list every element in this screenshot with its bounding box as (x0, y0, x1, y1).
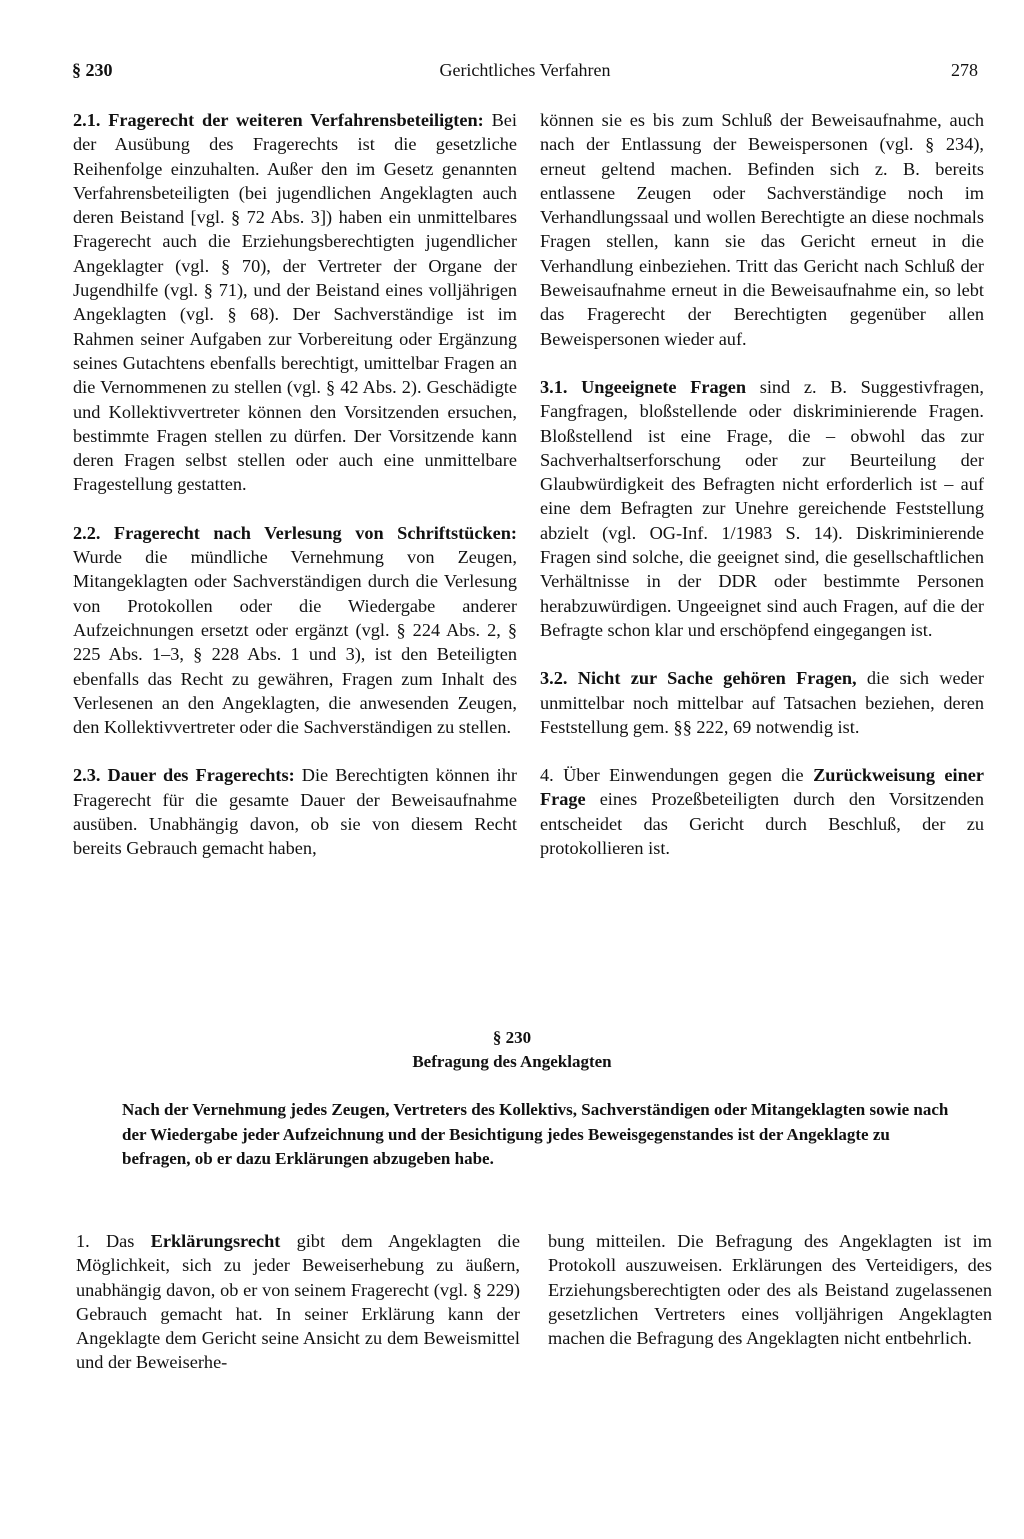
text-2-3: Die Berechtigten können ihr Fragerecht für die gesamte Dauer der Beweisaufnahme ausüben. Unabhängig davon, ob sie von diesem Recht bereits Gebrauch gemacht haben, (73, 765, 517, 859)
law-heading (0, 1026, 1024, 1074)
upper-left-column (73, 108, 517, 885)
paragraph-3-1 (540, 375, 984, 642)
paragraph-2-1 (73, 108, 517, 497)
heading-3-2: 3.2. Nicht zur Sache gehören Fragen, (540, 668, 857, 689)
page-number: 278 (951, 60, 978, 80)
paragraph-2-3-continued: können sie es bis zum Schluß der Beweisaufnahme, auch nach der Entlassung der Beweispersonen (vgl. § 234), erneut geltend machen. Befinden sich z. B. bereits entlassene Zeugen oder Sachverständige noch im Verhandlungssaal und wollen Berechtigte an diese nochmals Fragen stellen, kann sie das Gericht erneut in die Verhandlung einbeziehen. Tritt das Gericht nach Schluß der Beweisaufnahme erneut in die Beweisaufnahme ein, so lebt das Fragerecht der Berechtigten gegenüber allen Beweispersonen wieder auf. (540, 110, 984, 349)
paragraph-1 (76, 1229, 520, 1375)
header-title: Gerichtliches Verfahren (439, 60, 611, 80)
text-2-2: Wurde die mündliche Vernehmung von Zeugen, Mitangeklagten oder Sachverständigen durch die Verlesung von Protokollen oder die Wiedergabe anderer Aufzeichnungen ersetzt oder ergänzt (vgl. § 224 Abs. 2, § 225 Abs. 1–3, § 228 Abs. 1 und 3), ist den Beteiligten ebenfalls das Recht zu gewähren, Fragen zum Inhalt des Verlesenen an den Angeklagten, die anwesenden Zeugen, den Kollektivvertreter oder die Sachverständigen zu stellen. (73, 547, 517, 738)
heading-2-3: 2.3. Dauer des Fragerechts: (73, 765, 295, 786)
text-1: gibt dem Angeklagten die Möglichkeit, sich zu jeder Beweiserhebung zu äußern, unabhängig davon, ob er von seinem Fragerecht (vgl. § 229) Gebrauch gemacht hat. In seiner Erklärung kann der Angeklagte dem Gericht seine Ansicht zu dem Beweismittel und der Beweiserhe- (76, 1231, 520, 1373)
law-text: Nach der Vernehmung jedes Zeugen, Vertreters des Kollektivs, Sachverständigen oder Mitangeklagten sowie nach der Wiedergabe jeder Aufzeichnung und der Besichtigung jedes Beweisgegenstandes ist der Angeklagte zu befragen, ob er dazu Erklärungen abzugeben habe. (122, 1100, 949, 1168)
paragraph-2-3 (73, 763, 517, 860)
heading-3-1: 3.1. Ungeeignete Fragen (540, 376, 747, 397)
page-header (72, 60, 978, 90)
lead-4: 4. Über Einwendungen gegen die (540, 765, 814, 786)
upper-right-column (540, 108, 984, 884)
bold-4: Zurückweisung einer Frage (540, 765, 984, 810)
text-4: eines Prozeßbeteiligten durch den Vorsitzenden entscheidet das Gericht durch Beschluß, der zu protokollieren ist. (540, 789, 984, 859)
header-section: § 230 (72, 60, 113, 80)
heading-2-1: 2.1. Fragerecht der weiteren Verfahrensbeteiligten: (73, 110, 484, 130)
paragraph-1-continued: bung mitteilen. Die Befragung des Angeklagten ist im Protokoll auszuweisen. Erklärungen des Verteidigers, des Erziehungsberechtigten oder des als Beistand zugelassenen gesetzlichen Vertreters eines volljährigen Angeklagten machen die Befragung des Angeklagten nicht entbehrlich. (548, 1231, 992, 1349)
lower-right-column (548, 1229, 992, 1374)
law-section: § 230 (492, 1028, 532, 1047)
paragraph-4 (540, 763, 984, 860)
text-2-1: Bei der Ausübung des Fragerechts ist die gesetzliche Reihenfolge einzuhalten. Außer den im Gesetz genannten Verfahrensbeteiligten (bei jugendlichen Angeklagten auch deren Beistand [vgl. § 72 Abs. 3]) haben ein unmittelbares Fragerecht auch die Erziehungsberechtigten jugendlicher Angeklagter (vgl. § 70), der Vertreter der Organe der Jugendhilfe (vgl. § 71), und der Beistand eines volljährigen Angeklagten (vgl. § 68). Der Sachverständige ist im Rahmen seiner Aufgaben zur Vorbereitung oder Ergänzung seines Gutachtens ebenfalls berechtigt, umittelbar Fragen an die Vernommenen zu stellen (vgl. § 42 Abs. 2). Geschädigte und Kollektivvertreter können den Vorsitzenden ersuchen, bestimmte Fragen stellen zu dürfen. Der Vorsitzende kann deren Fragen selbst stellen oder auch eine unmittelbare Fragestellung gestatten. (73, 110, 517, 495)
bold-1: Erklärungsrecht (150, 1231, 281, 1251)
law-title: Befragung des Angeklagten (412, 1052, 612, 1071)
text-3-2: die sich weder unmittelbar noch mittelbar auf Tatsachen beziehen, deren Feststellung gem. §§ 222, 69 notwendig ist. (540, 668, 985, 737)
paragraph-2-2 (73, 521, 517, 740)
paragraph-3-2 (540, 666, 984, 739)
lead-1: 1. Das (76, 1231, 151, 1251)
heading-2-2: 2.2. Fragerecht nach Verlesung von Schriftstücken: (73, 522, 517, 543)
text-3-1: sind z. B. Suggestivfragen, Fangfragen, bloßstellende oder diskriminierende Fragen. Bloßstellend ist eine Frage, die – obwohl das zur Sachverhaltserforschung oder zur Beurteilung der Glaubwürdigkeit des Befragten nicht erforderlich ist – auf eine dem Befragten zur Unehre gereichende Feststellung abzielt (vgl. OG-Inf. 1/1983 S. 14). Diskriminierende Fragen sind solche, die geeignet sind, die gesellschaftlichen Verhältnisse in der DDR oder bestimmte Personen herabzuwürdigen. Ungeeignet sind auch Fragen, auf die der Befragte schon klar und erschöpfend eingegangen ist. (540, 376, 984, 640)
lower-left-column (76, 1229, 520, 1399)
